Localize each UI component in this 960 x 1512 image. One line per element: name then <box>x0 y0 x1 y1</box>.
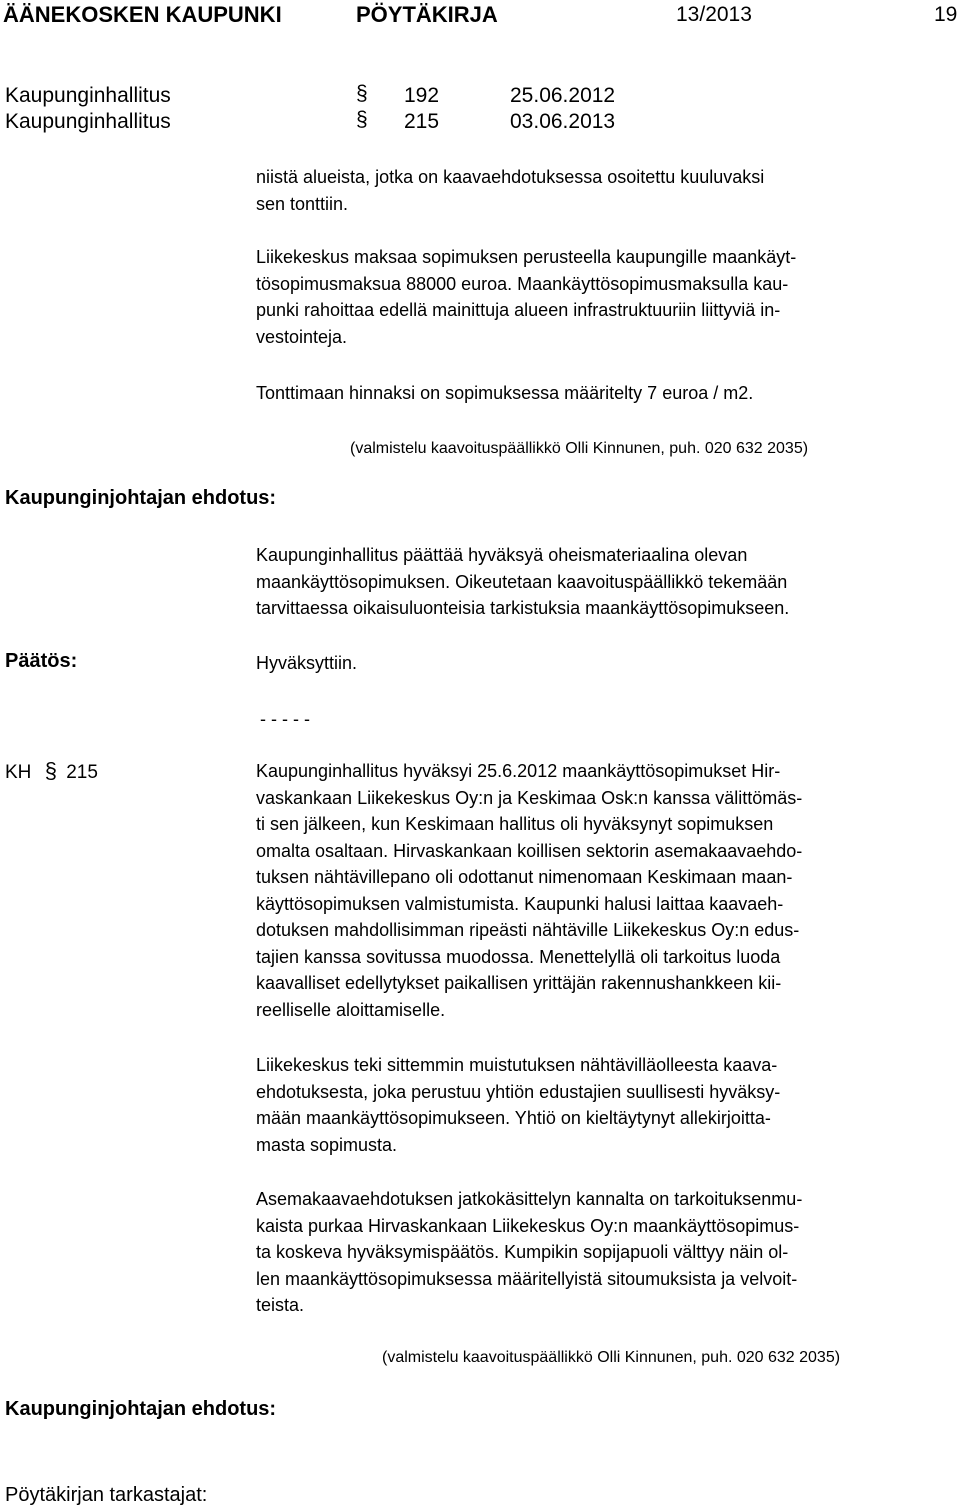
reference-number-2: 215 <box>404 110 440 133</box>
page-number: 19 <box>934 3 958 26</box>
proposal-label: Kaupunginjohtajan ehdotus: <box>5 487 277 509</box>
decision-text <box>256 650 357 677</box>
organization-name: ÄÄNEKOSKEN KAUPUNKI <box>3 2 282 27</box>
text-line: masta sopimusta. <box>256 1134 398 1155</box>
text-line: Kaupunginhallitus päättää hyväksyä oheismateriaalina olevan <box>256 545 748 565</box>
text-line: tuksen nähtävillepano oli odottanut nimenomaan Keskimaan maan- <box>256 867 793 887</box>
text-line: Liikekeskus teki sittemmin muistutuksen nähtävilläolleesta kaava- <box>256 1055 778 1075</box>
kh-paragraph-2 <box>256 1052 780 1158</box>
document-type: PÖYTÄKIRJA <box>356 2 498 27</box>
text-line: maankäyttösopimuksen. Oikeutetaan kaavoituspäällikkö tekemään <box>256 571 788 592</box>
kh-paragraph-3 <box>256 1186 802 1319</box>
kh-number: 215 <box>66 762 98 783</box>
text-line: kaavalliset edellytykset paikallisen yrittäjän rakennushankkeen kii- <box>256 973 782 993</box>
text-line: ehdotuksesta, joka perustuu yhtiön edustajien suullisesti hyväksy- <box>256 1081 781 1102</box>
section-separator <box>260 706 310 733</box>
preparer-note: (valmistelu kaavoituspäällikkö Olli Kinnunen, puh. 020 632 2035) <box>350 440 809 457</box>
text-line: reelliselle aloittamiselle. <box>256 999 446 1020</box>
kh-section-id <box>5 758 98 784</box>
text-line: punki rahoittaa edellä mainittuja alueen infrastruktuuriin liittyviä in- <box>256 300 781 320</box>
text-line: Asemakaavaehdotuksen jatkokäsittelyn kannalta on tarkoituksenmu- <box>256 1189 803 1209</box>
section-sign: § <box>356 108 368 131</box>
document-number: 13/2013 <box>676 3 752 26</box>
text-line: Kaupunginhallitus hyväksyi 25.6.2012 maankäyttösopimukset Hir- <box>256 761 781 781</box>
text-line: Liikekeskus maksaa sopimuksen perusteella kaupungille maankäyt- <box>256 247 797 267</box>
section-sign: § <box>356 82 368 105</box>
reference-date-2: 03.06.2013 <box>510 110 616 133</box>
reference-body-1: Kaupunginhallitus <box>5 84 171 107</box>
reference-date-1: 25.06.2012 <box>510 84 616 107</box>
text-line: ti sen jälkeen, kun Keskimaan hallitus oli hyväksynyt sopimuksen <box>256 814 774 834</box>
text-line: dotuksen mahdollisimman ripeästi nähtäville Liikekeskus Oy:n edus- <box>256 920 800 940</box>
intro-paragraph-1 <box>256 164 764 217</box>
reference-number-1: 192 <box>404 84 440 107</box>
reference-body-2: Kaupunginhallitus <box>5 110 171 133</box>
text-line: Hyväksyttiin. <box>256 653 358 673</box>
decision-label: Päätös: <box>5 650 78 672</box>
text-line: vestointeja. <box>256 326 348 347</box>
text-line: kaista purkaa Hirvaskankaan Liikekeskus Oy:n maankäyttösopimus- <box>256 1215 800 1236</box>
section-sign: § <box>44 758 57 783</box>
text-line: tarvittaessa oikaisuluonteisia tarkistuksia maankäyttösopimukseen. <box>256 598 790 618</box>
text-line: Tonttimaan hinnaksi on sopimuksessa määritelty 7 euroa / m2. <box>256 383 754 403</box>
text-line: tajien kanssa sovitussa muodossa. Menettelyllä oli tarkoitus luoda <box>256 946 781 967</box>
intro-paragraph-2 <box>256 244 796 350</box>
text-line: len maankäyttösopimuksessa määritellyistä sitoumuksista ja velvoit- <box>256 1268 798 1289</box>
text-line: mään maankäyttösopimukseen. Yhtiö on kieltäytynyt allekirjoitta- <box>256 1108 771 1128</box>
preparer-note: (valmistelu kaavoituspäällikkö Olli Kinnunen, puh. 020 632 2035) <box>382 1349 841 1366</box>
text-line: vaskankaan Liikekeskus Oy:n ja Keskimaa Osk:n kanssa välittömäs- <box>256 787 803 808</box>
kh-prefix: KH <box>5 762 32 783</box>
text-line: käyttösopimuksen valmistumista. Kaupunki halusi laittaa kaavaeh- <box>256 893 784 914</box>
proposal-text <box>256 542 789 622</box>
intro-paragraph-3 <box>256 380 753 407</box>
separator-text: - - - - - <box>260 709 310 729</box>
proposal-label: Kaupunginjohtajan ehdotus: <box>5 1398 277 1420</box>
text-line: tösopimusmaksua 88000 euroa. Maankäyttösopimusmaksulla kau- <box>256 273 789 294</box>
text-line: ta koskeva hyväksymispäätös. Kumpikin sopijapuoli välttyy näin ol- <box>256 1242 789 1262</box>
text-line: omalta osaltaan. Hirvaskankaan koillisen sektorin asemakaavaehdo- <box>256 840 803 861</box>
text-line: teista. <box>256 1295 305 1315</box>
kh-paragraph-1 <box>256 758 802 1023</box>
footer-label: Pöytäkirjan tarkastajat: <box>5 1484 208 1506</box>
text-line: sen tonttiin. <box>256 193 349 214</box>
text-line: niistä alueista, jotka on kaavaehdotuksessa osoitettu kuuluvaksi <box>256 167 765 187</box>
